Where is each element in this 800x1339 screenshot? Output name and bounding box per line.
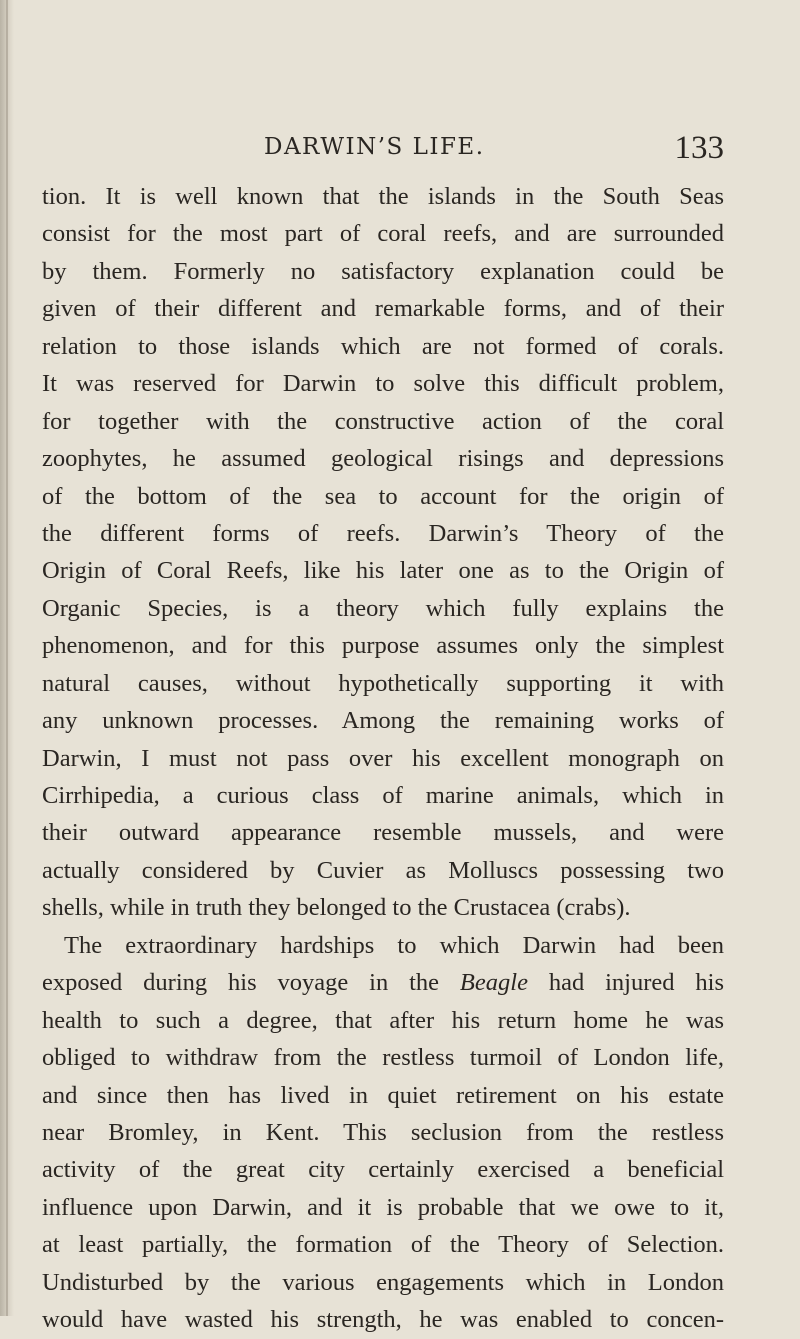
text-line: by them. Formerly no satisfactory explanation could be — [42, 257, 724, 285]
text-line: The extraordinary hardships to which Darwin had been — [64, 931, 724, 959]
text-line: tion. It is well known that the islands in the South Seas — [42, 183, 724, 210]
text-line: shells, while in truth they belonged to the Crustacea (crabs). — [42, 894, 631, 922]
running-title: DARWIN’S LIFE. — [264, 134, 485, 160]
text-line: health to such a degree, that after his return home he was — [42, 1006, 724, 1034]
text-line: would have wasted his strength, he was enabled to concen- — [42, 1306, 724, 1334]
text-line: activity of the great city certainly exercised a beneficial — [42, 1156, 724, 1184]
text-line: Darwin, I must not pass over his excellent monograph on — [42, 744, 724, 772]
ship-name-italic: Beagle — [459, 969, 528, 997]
page-header — [264, 130, 724, 170]
text-line: Organic Species, is a theory which fully explains the — [42, 594, 724, 622]
text-line: actually considered by Cuvier as Molluscs possessing two — [42, 856, 724, 884]
text-line: Cirrhipedia, a curious class of marine animals, which in — [42, 782, 724, 809]
text-line: relation to those islands which are not formed of corals. — [42, 332, 724, 360]
text-line: their outward appearance resemble mussels, and were — [42, 819, 724, 847]
text-line: and since then has lived in quiet retirement on his estate — [42, 1081, 724, 1109]
text-line: at least partially, the formation of the Theory of Selection. — [42, 1231, 724, 1259]
text-line: zoophytes, he assumed geological risings and depressions — [42, 445, 724, 473]
text-line: consist for the most part of coral reefs, and are surrounded — [42, 220, 724, 248]
text-line: the different forms of reefs. Darwin’s Theory of the — [42, 519, 724, 547]
text-line: obliged to withdraw from the restless turmoil of London life, — [42, 1044, 724, 1072]
page-edge-shadow — [6, 0, 8, 1316]
text-line: Undisturbed by the various engagements which in London — [42, 1268, 724, 1296]
text-fragment: had injured his — [548, 969, 724, 997]
text-line: given of their different and remarkable forms, and of their — [42, 295, 724, 323]
text-line: of the bottom of the sea to account for the origin of — [42, 482, 724, 510]
text-line: natural causes, without hypothetically supporting it with — [42, 669, 724, 697]
text-line: phenomenon, and for this purpose assumes only the simplest — [42, 632, 724, 660]
text-line: It was reserved for Darwin to solve this difficult problem, — [42, 370, 724, 398]
text-line: influence upon Darwin, and it is probable that we owe to it, — [42, 1193, 724, 1221]
text-line: any unknown processes. Among the remaining works of — [42, 707, 724, 735]
page-number: 133 — [674, 130, 724, 166]
text-line: near Bromley, in Kent. This seclusion from the restless — [42, 1118, 724, 1146]
text-fragment: exposed during his voyage in the — [42, 969, 440, 997]
text-line-with-italic — [42, 964, 724, 1001]
body-text — [42, 178, 724, 1339]
text-line: for together with the constructive action of the coral — [42, 407, 724, 435]
text-line: Origin of Coral Reefs, like his later one as to the Origin of — [42, 557, 724, 585]
